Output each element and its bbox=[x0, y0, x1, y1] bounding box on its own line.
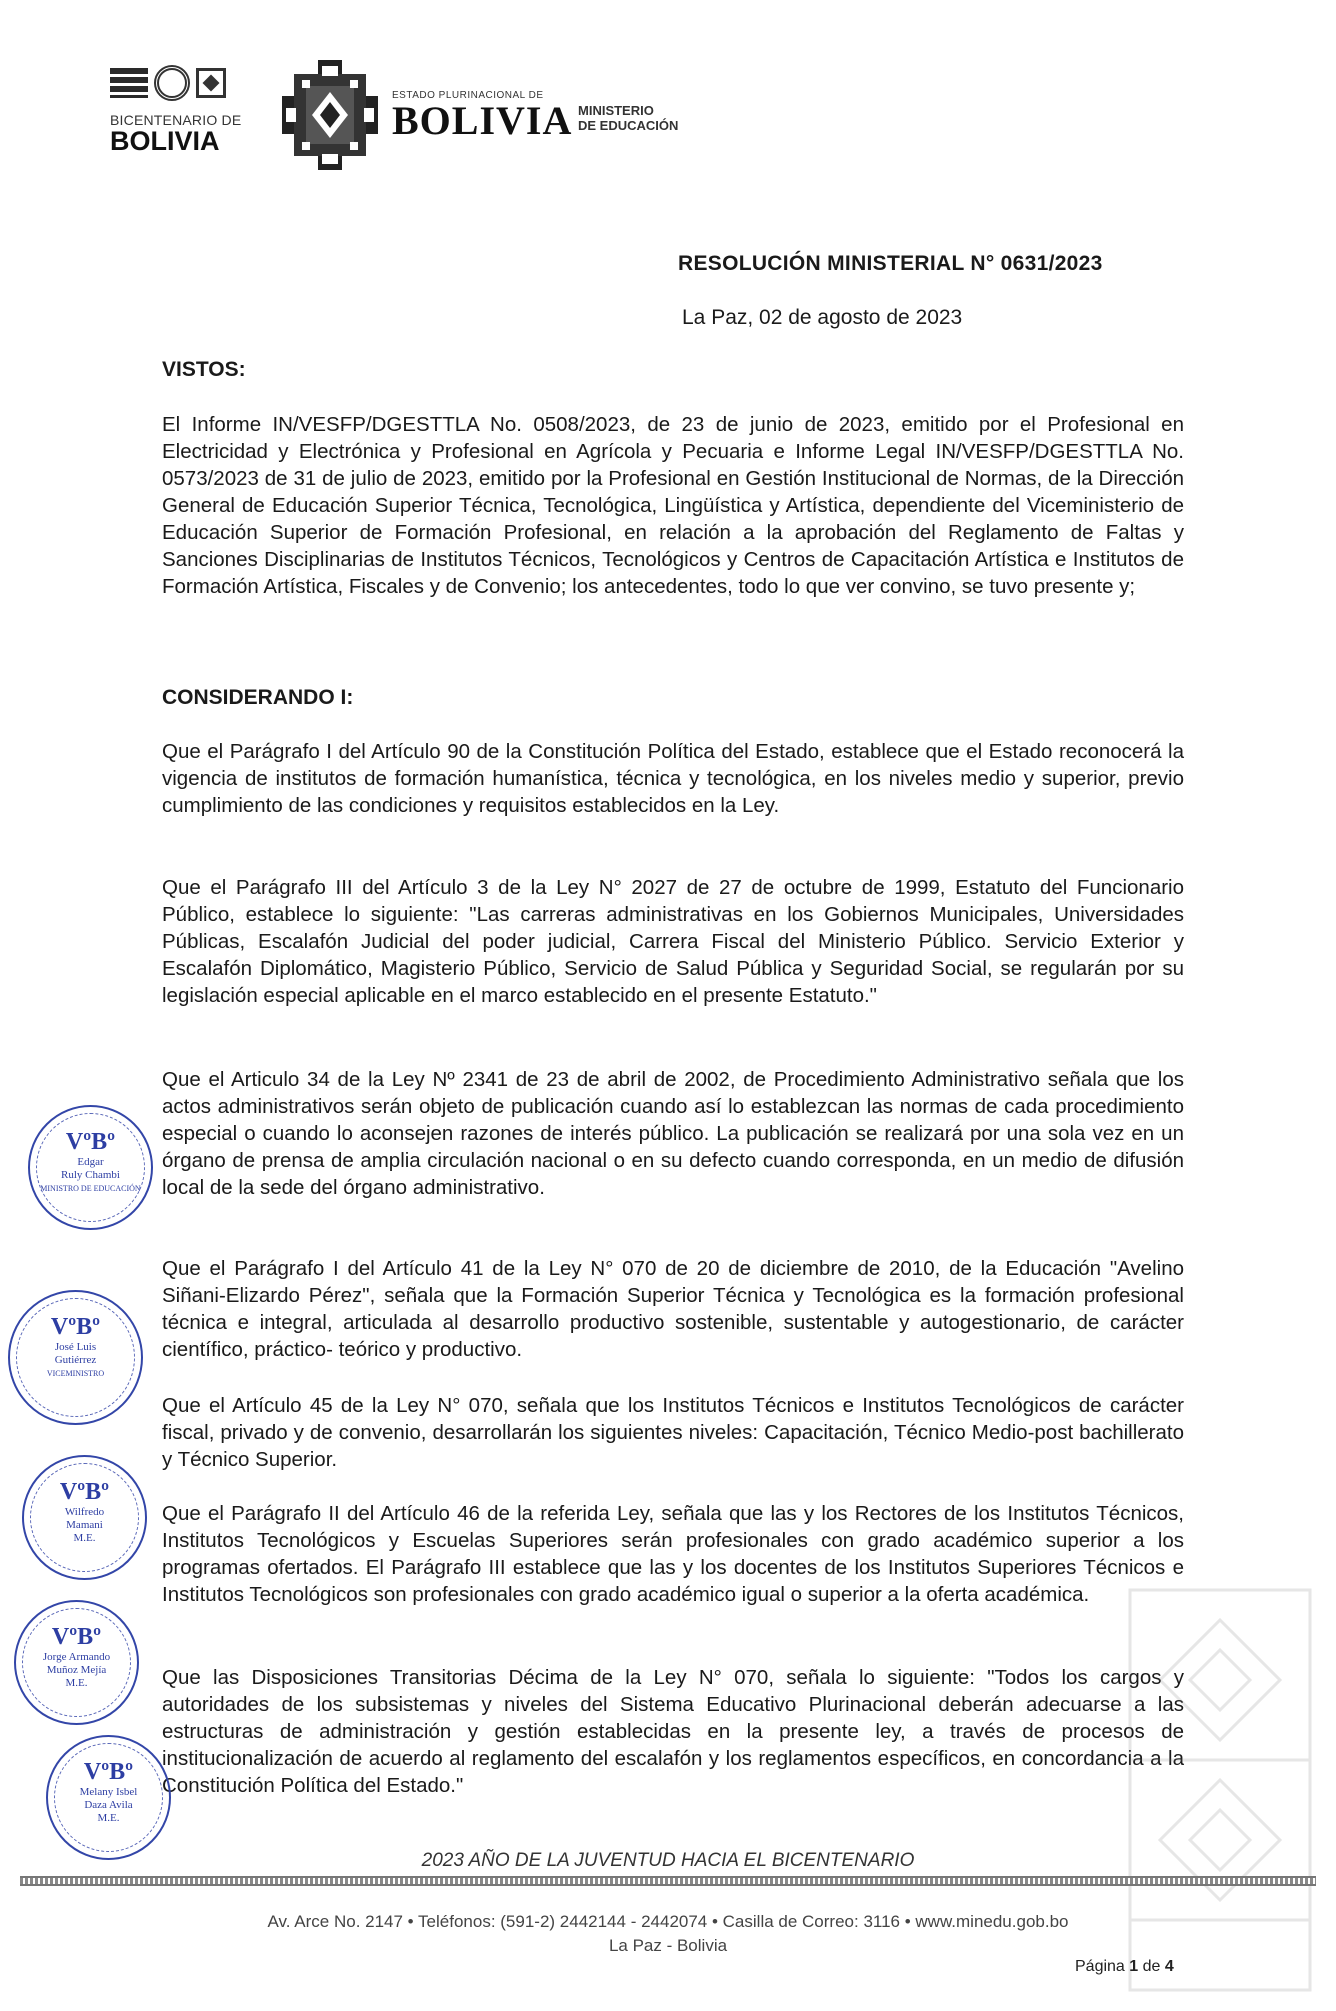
vistos-paragraph: El Informe IN/VESFP/DGESTTLA No. 0508/2023, de 23 de junio de 2023, emitido por el Profesional en Electricidad y Electrónica y Profesional en Agrícola y Pecuaria e Informe Legal IN/VESFP/DGESTTLA No. 0573/2023 de 31 de julio de 2023, emitido por la Profesional en Gestión Institucional de Normas, de la Dirección General de Educación Superior Técnica, Tecnológica, Lingüística y Artística, dependiente del Viceministerio de Educación Superior de Formación Profesional, en relación a la aprobación del Reglamento de Faltas y Sanciones Disciplinarias de Institutos Técnicos, Tecnológicos y Centros de Capacitación Artística e Institutos de Formación Artística, Fiscales y de Convenio; los antecedentes, todo lo que ver convino, se tuvo presente y; bbox=[162, 413, 1184, 598]
stamp-name: Muñoz Mejía bbox=[46, 1664, 107, 1676]
resolution-date: La Paz, 02 de agosto de 2023 bbox=[682, 306, 963, 329]
ministerio-label bbox=[578, 104, 678, 134]
approval-stamp-1 bbox=[28, 1105, 153, 1230]
footer-motto: 2023 AÑO DE LA JUVENTUD HACIA EL BICENTENARIO bbox=[421, 1850, 915, 1871]
considerando-paragraph-3: Que el Articulo 34 de la Ley Nº 2341 de 23 de abril de 2002, de Procedimiento Administrativo señala que los actos administrativos serán objeto de publicación cuando así lo establezcan las normas de cada procedimiento especial o cuando lo aconsejen razones de interés público. La publicación se realizará por una sola vez en un órgano de prensa de amplia circulación nacional o en su defecto cuando corresponda, en un medio de difusión local de la sede del órgano administrativo. bbox=[162, 1068, 1184, 1199]
stamp-name: Gutiérrez bbox=[54, 1354, 97, 1366]
stamp-role: M.E. bbox=[65, 1677, 88, 1689]
diamond-icon bbox=[196, 68, 226, 98]
considerando-paragraph-2: Que el Parágrafo III del Artículo 3 de la Ley N° 2027 de 27 de octubre de 1999, Estatuto del Funcionario Público, establece lo siguiente: "Las carreras administrativas en los Gobiernos Municipales, Universidades Públicas, Escalafón Judicial del poder judicial, Carrera Fiscal del Ministerio Público. Servicio Exterior y Escalafón Diplomático, Magisterio Público, Servicio de Salud Pública y Seguridad Social, se regularán por su legislación especial aplicable en el marco establecido en el presente Estatuto." bbox=[162, 876, 1184, 1007]
letterhead bbox=[110, 60, 810, 170]
footer-divider bbox=[20, 1876, 1316, 1886]
stamp-name: Ruly Chambi bbox=[61, 1169, 120, 1181]
considerando-paragraph-7: Que las Disposiciones Transitorias Décima de la Ley N° 070, señala lo siguiente: "Todos los cargos y autoridades de los subsistemas y niveles del Sistema Educativo Plurinacional deberán adecuarse a las estructuras de administración y gestión establecidas en la presente ley, a través de procesos de institucionalización de acuerdo al reglamento del escalafón y los reglamentos específicos, en concordancia a la Constitución Política del Estado." bbox=[162, 1666, 1184, 1797]
estado-wordmark bbox=[392, 90, 572, 141]
footer-address-block bbox=[0, 1910, 1336, 1958]
page-label: Página bbox=[1075, 1958, 1125, 1975]
approval-stamp-3 bbox=[22, 1455, 147, 1580]
stamp-role: M.E. bbox=[73, 1532, 96, 1544]
resolution-title: RESOLUCIÓN MINISTERIAL N° 0631/2023 bbox=[678, 252, 1103, 275]
flag-icon bbox=[110, 68, 148, 98]
considerando-paragraph-5: Que el Artículo 45 de la Ley N° 070, señala que los Institutos Técnicos e Institutos Tecnológicos de carácter fiscal, privado y de convenio, desarrollarán los siguientes niveles: Capacitación, Técnico Medio-post bachillerato y Técnico Superior. bbox=[162, 1394, 1184, 1471]
page-number bbox=[1075, 1958, 1174, 1976]
state-emblem-icon bbox=[282, 60, 378, 170]
considerando-paragraph-4: Que el Parágrafo I del Artículo 41 de la Ley N° 070 de 20 de diciembre de 2010, de la Educación "Avelino Siñani-Elizardo Pérez", señala que la Formación Superior Técnica y Tecnológica es la formación profesional técnica e integral, articulada al desarrollo productivo sostenible, sustentable y autogestionario, de carácter científico, práctico- teórico y productivo. bbox=[162, 1257, 1184, 1361]
stamp-vb: VºBº bbox=[50, 1314, 101, 1340]
stamp-role: VICEMINISTRO bbox=[46, 1369, 105, 1378]
page-current: 1 bbox=[1129, 1958, 1139, 1975]
stamp-vb: VºBº bbox=[83, 1759, 134, 1785]
stamp-role: MINISTRO DE EDUCACIÓN bbox=[40, 1184, 141, 1193]
considerando-paragraph-1: Que el Parágrafo I del Artículo 90 de la Constitución Política del Estado, establece que el Estado reconocerá la vigencia de institutos de formación humanística, técnica y tecnológica, en los niveles medio y superior, previo cumplimiento de las condiciones y requisitos establecidos en la Ley. bbox=[162, 740, 1184, 817]
stamp-name: Wilfredo bbox=[64, 1506, 105, 1518]
ministerio-line2: DE EDUCACIÓN bbox=[578, 117, 679, 133]
estado-big-text: BOLIVIA bbox=[392, 98, 573, 143]
vistos-heading: VISTOS: bbox=[162, 358, 246, 381]
stamp-name: Melany Isbel bbox=[79, 1786, 138, 1798]
ministerio-line1: MINISTERIO bbox=[578, 103, 654, 118]
page-total: 4 bbox=[1164, 1958, 1174, 1975]
estado-small-text: ESTADO PLURINACIONAL DE bbox=[392, 90, 544, 101]
spiral-icon bbox=[154, 65, 190, 101]
bicentenario-small-text: BICENTENARIO DE bbox=[110, 112, 242, 128]
considerando-paragraph-6: Que el Parágrafo II del Artículo 46 de la referida Ley, señala que las y los Rectores de los Institutos Técnicos, Institutos Tecnológicos y Escuelas Superiores serán profesionales con grado académico superior a los programas ofertados. El Parágrafo III establece que las y los docentes de los Institutos Superiores Técnicos e Institutos Tecnológicos son profesionales con grado académico igual o superior a la oferta académica. bbox=[162, 1502, 1184, 1606]
stamp-role: M.E. bbox=[97, 1812, 120, 1824]
footer-address: Av. Arce No. 2147 • Teléfonos: (591-2) 2442144 - 2442074 • Casilla de Correo: 3116 • www.minedu.gob.bo bbox=[267, 1912, 1069, 1931]
stamp-name: José Luis bbox=[54, 1341, 97, 1353]
stamp-vb: VºBº bbox=[59, 1479, 110, 1505]
considerando-heading: CONSIDERANDO I: bbox=[162, 686, 354, 709]
approval-stamp-4 bbox=[14, 1600, 139, 1725]
stamp-name: Edgar bbox=[77, 1156, 104, 1168]
page-of: de bbox=[1142, 1958, 1161, 1975]
stamp-name: Daza Avila bbox=[84, 1799, 133, 1811]
stamp-vb: VºBº bbox=[65, 1129, 116, 1155]
footer-city: La Paz - Bolivia bbox=[608, 1936, 728, 1955]
approval-stamp-2 bbox=[8, 1290, 143, 1425]
bicentenario-logo bbox=[110, 60, 250, 155]
stamp-vb: VºBº bbox=[51, 1624, 102, 1650]
stamp-name: Mamani bbox=[66, 1519, 103, 1531]
stamp-name: Jorge Armando bbox=[42, 1651, 111, 1663]
bicentenario-big-text: BOLIVIA bbox=[110, 126, 220, 156]
approval-stamp-5 bbox=[46, 1735, 171, 1860]
